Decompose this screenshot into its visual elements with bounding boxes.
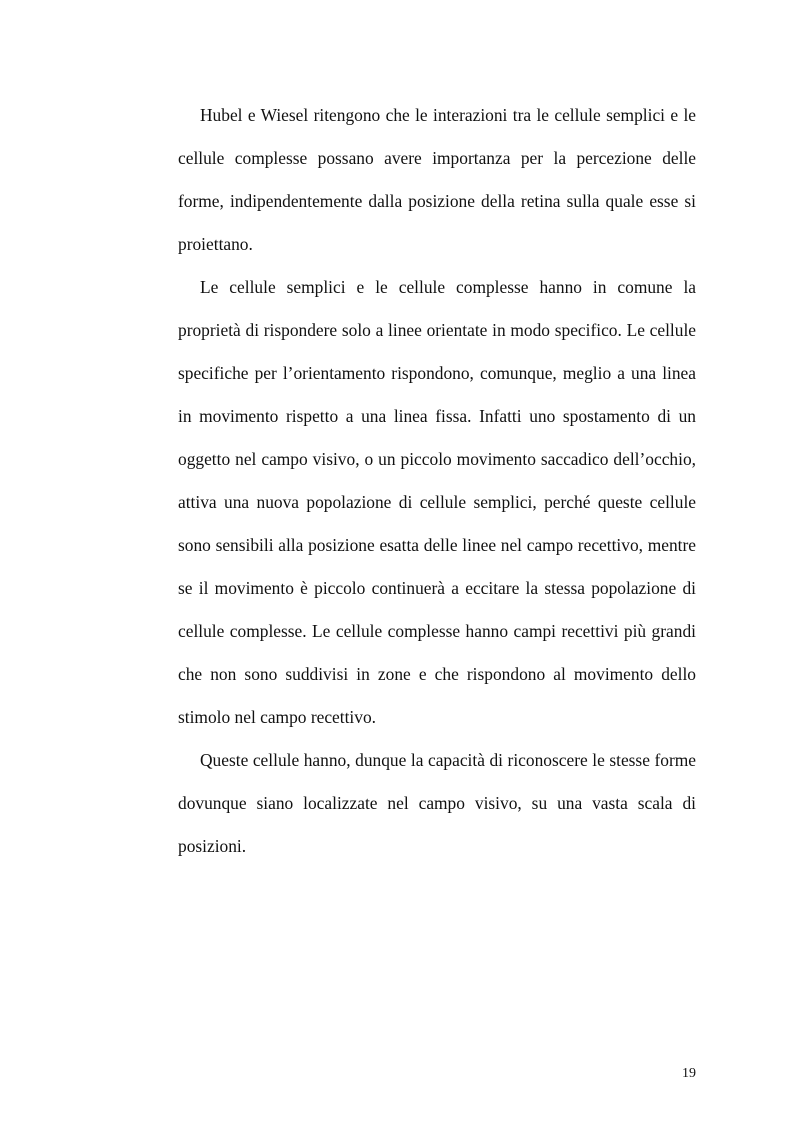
paragraph-3: Queste cellule hanno, dunque la capacità di riconoscere le stesse forme dovunque siano localizzate nel campo visivo, su una vasta scala di posizioni. (178, 750, 696, 856)
paragraph-2: Le cellule semplici e le cellule complesse hanno in comune la proprietà di rispondere solo a linee orientate in modo specifico. Le cellule specifiche per l’orientamento rispondono, comunque, meglio a una linea in movimento rispetto a una linea fissa. Infatti uno spostamento di un oggetto nel campo visivo, o un piccolo movimento saccadico dell’occhio, attiva una nuova popolazione di cellule semplici, perché queste cellule sono sensibili alla posizione esatta delle linee nel campo recettivo, mentre se il movimento è piccolo continuerà a eccitare la stessa popolazione di cellule complesse. Le cellule complesse hanno campi recettivi più grandi che non sono suddivisi in zone e che rispondono al movimento dello stimolo nel campo recettivo. (178, 277, 696, 727)
body-text (178, 94, 696, 868)
page-number: 19 (682, 1066, 696, 1081)
paragraph-1: Hubel e Wiesel ritengono che le interazioni tra le cellule semplici e le cellule complesse possano avere importanza per la percezione delle forme, indipendentemente dalla posizione della retina sulla quale esse si proiettano. (178, 105, 696, 254)
